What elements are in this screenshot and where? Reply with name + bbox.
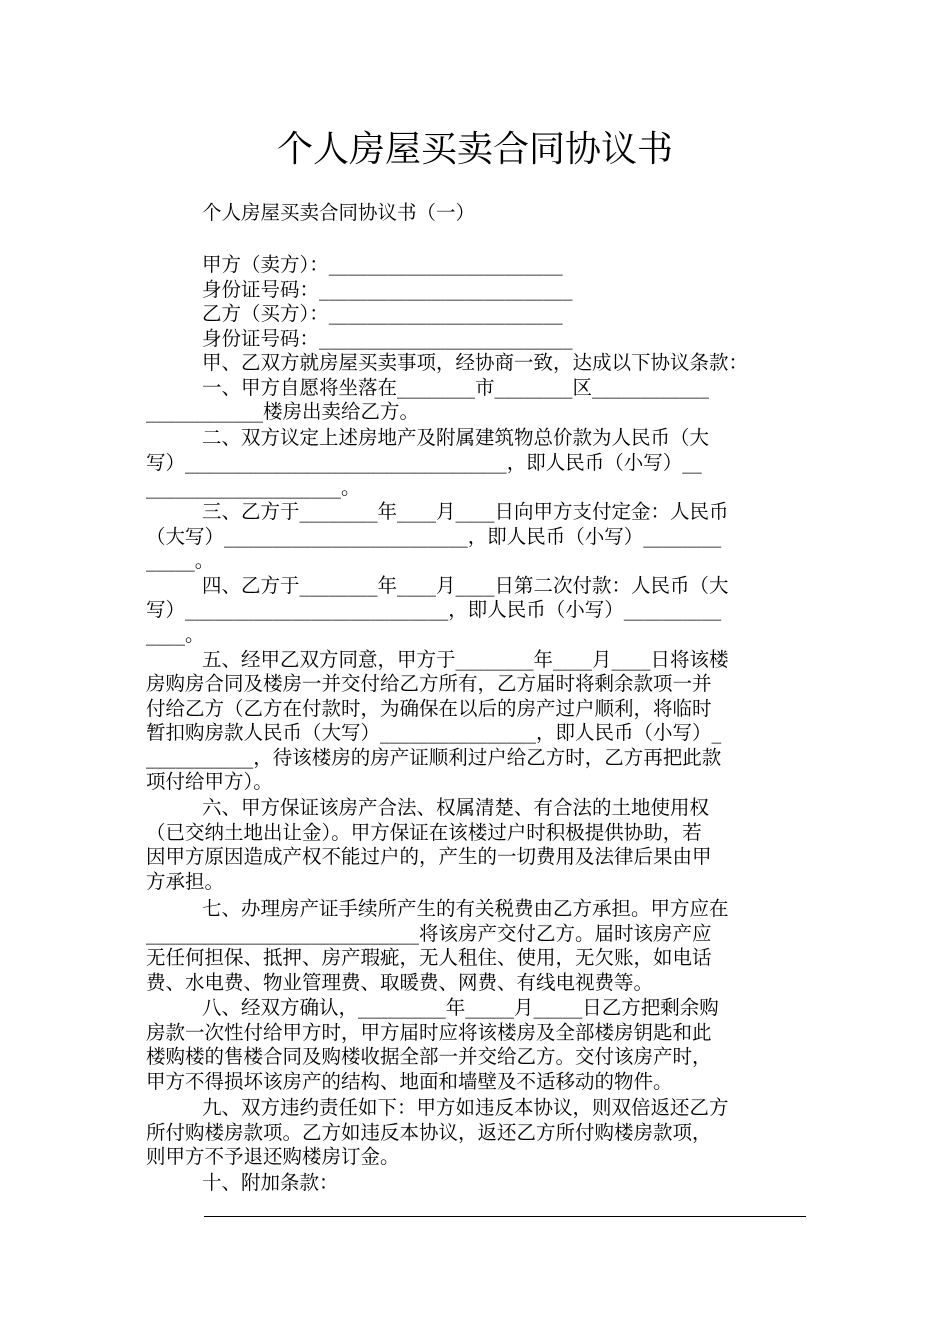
clause-4-line: 四、乙方于________年____月____日第二次付款：人民币（大	[202, 574, 729, 597]
clause-7-line: 七、办理房产证手续所产生的有关税费由乙方承担。甲方应在	[202, 897, 729, 920]
clause-6-line: （已交纳土地出让金）。甲方保证在该楼过户时积极提供协助，若	[146, 821, 702, 844]
clause-1-line: ____________楼房出卖给乙方。	[146, 400, 420, 423]
intro-line: 甲、乙双方就房屋买卖事项，经协商一致，达成以下协议条款：	[202, 351, 749, 374]
clause-9-line: 九、双方违约责任如下：甲方如违反本协议，则双倍返还乙方	[202, 1096, 729, 1119]
clause-5-line: 五、经甲乙双方同意，甲方于________年____月____日将该楼	[202, 648, 729, 671]
clause-9-line: 所付购楼房款项。乙方如违反本协议，返还乙方所付购楼房款项，	[146, 1121, 712, 1144]
clause-7-line: ____________________________将该房产交付乙方。届时该房产应	[146, 922, 712, 945]
clause-5-line: 房购房合同及楼房一并交付给乙方所有，乙方届时将剩余款项一并	[146, 672, 712, 695]
clause-2-line: ____________________。	[146, 476, 361, 499]
clause-6-line: 六、甲方保证该房产合法、权属清楚、有合法的土地使用权	[202, 796, 710, 819]
clause-4-line: 写）___________________________，即人民币（小写）__________	[146, 598, 722, 621]
clause-8-line: 甲方不得损坏该房产的结构、地面和墙壁及不适移动的物件。	[146, 1070, 673, 1093]
document-title: 个人房屋买卖合同协议书	[276, 129, 673, 170]
clause-5-line: 项付给甲方）。	[146, 770, 273, 793]
clause-5-line: 暂扣购房款人民币（大写）________________，即人民币（小写）_	[146, 721, 722, 744]
seller-id-line: 身份证号码：__________________________	[202, 278, 573, 301]
clause-3-line: （大写）_________________________，即人民币（小写）________	[146, 525, 722, 548]
clause-6-line: 方承担。	[146, 870, 225, 893]
clause-5-line: ___________，待该楼房的房产证顺利过户给乙方时，乙方再把此款	[146, 746, 722, 769]
clause-1-line: 一、甲方自愿将坐落在________市________区____________	[202, 376, 710, 399]
clause-3-line: _____。	[146, 549, 215, 572]
clause-8-line: 房款一次性付给甲方时，甲方届时应将该楼房及全部楼房钥匙和此	[146, 1021, 712, 1044]
clause-2-line: 写）_________________________________，即人民币（小写）__	[146, 451, 702, 474]
seller-line: 甲方（卖方）：________________________	[202, 253, 563, 276]
clause-4-line: ____。	[146, 623, 205, 646]
buyer-id-line: 身份证号码：__________________________	[202, 327, 573, 350]
clause-10-line: 十、附加条款：	[202, 1171, 339, 1194]
clause-7-line: 费、水电费、物业管理费、取暖费、网费、有线电视费等。	[146, 971, 654, 994]
clause-6-line: 因甲方原因造成产权不能过户的，产生的一切费用及法律后果由甲	[146, 845, 712, 868]
buyer-line: 乙方（买方）：________________________	[202, 302, 563, 325]
clause-5-line: 付给乙方（乙方在付款时，为确保在以后的房产过户顺利，将临时	[146, 697, 712, 720]
clause-2-line: 二、双方议定上述房地产及附属建筑物总价款为人民币（大	[202, 426, 710, 449]
clause-8-line: 楼购楼的售楼合同及购楼收据全部一并交给乙方。交付该房产时，	[146, 1045, 712, 1068]
clause-8-line: 八、经双方确认，_________年_____月_____日乙方把剩余购	[202, 996, 719, 1019]
additional-terms-blank-line	[204, 1216, 806, 1217]
clause-9-line: 则甲方不予退还购楼房订金。	[146, 1145, 400, 1168]
clause-7-line: 无任何担保、抵押、房产瑕疵，无人租住、使用，无欠账，如电话	[146, 946, 712, 969]
clause-3-line: 三、乙方于________年____月____日向甲方支付定金：人民币	[202, 500, 729, 523]
document-subtitle: 个人房屋买卖合同协议书（一）	[202, 201, 476, 224]
